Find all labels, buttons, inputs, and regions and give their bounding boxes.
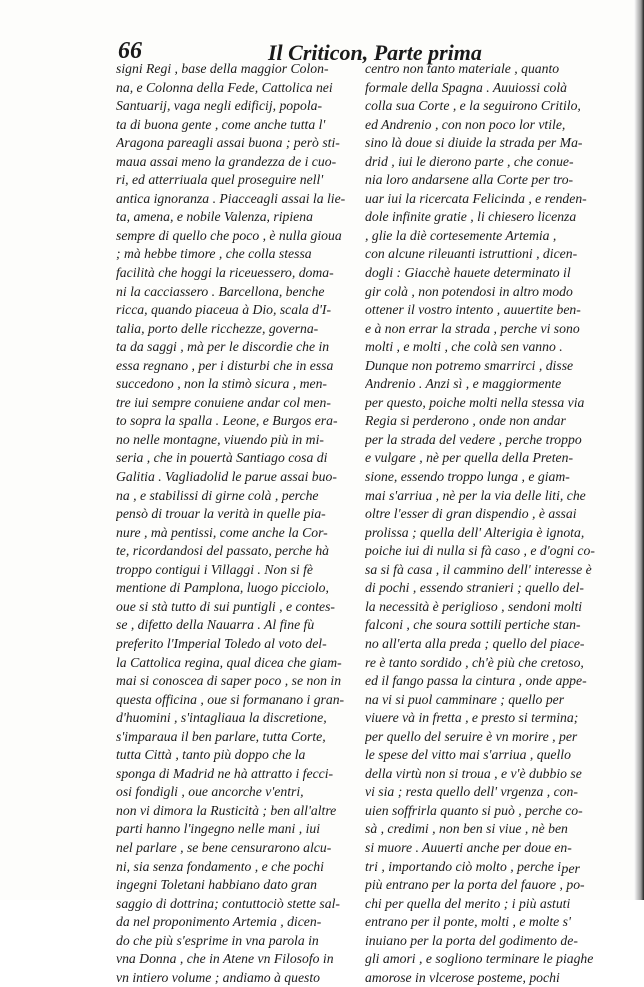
text-line: ottener il vostro intento , auuertite ben- <box>365 302 581 318</box>
text-line: mai s'arriua , nè per la via delle liti, che <box>365 487 586 503</box>
text-line: mai si conoscea di saper poco , se non in <box>116 673 342 689</box>
text-line: do che più s'esprime in vna parola in <box>116 932 319 948</box>
text-line: di pochi , essendo stranieri ; quello del- <box>365 580 584 596</box>
page-number: 66 <box>118 38 142 64</box>
text-line: essa regnano , per i disturbi che in essa <box>116 357 334 373</box>
text-line: ed Andrenio , con non poco lor vtile, <box>365 116 566 132</box>
text-line: per quello del seruire è vn morire , per <box>365 728 578 744</box>
text-line: molti , e molti , che colà sen vanno . <box>365 339 563 355</box>
text-line: prolissa ; quella dell' Alterigia è ignota, <box>365 524 585 540</box>
text-line: te, ricordandosi del passato, perche hà <box>116 543 330 559</box>
text-line: preferito l'Imperial Toledo al voto del- <box>116 635 327 651</box>
text-line: na vi si puol camminare ; quello per <box>365 691 565 707</box>
text-line: uien soffrirla quanto si può , perche co- <box>365 802 583 818</box>
text-line: dole infinite gratie , li chiesero licenza <box>365 209 577 225</box>
text-line: tri , importando ciò molto , perche i <box>365 858 562 874</box>
text-line: ; mà hebbe timore , che colla stessa <box>116 246 312 262</box>
text-line: ingegni Toletani habbiano dato gran <box>116 877 318 893</box>
catchword: per <box>561 862 580 877</box>
text-line: pensò di trouar la verità in quelle pia- <box>116 506 326 522</box>
text-line: no all'erta alla preda ; quello del piace- <box>365 635 585 651</box>
binding-edge <box>634 0 644 900</box>
text-line: le spese del vitto mai s'arriua , quello <box>365 747 571 763</box>
text-line: se , difetto della Nauarra . Al fine fù <box>116 617 315 633</box>
text-line: osi fondigli , oue ancorche v'entri, <box>116 784 304 800</box>
text-line: parti hanno l'ingegno nelle mani , iui <box>116 821 321 837</box>
text-line: mentione di Pamplona, luogo picciolo, <box>116 580 329 596</box>
text-line: viuere và in fretta , e presto si termina; <box>365 710 579 726</box>
text-line: per questo, poiche molti nella stessa via <box>365 394 585 410</box>
text-line: e à non errar la strada , perche vi sono <box>365 320 580 336</box>
text-line: na, e Colonna della Fede, Cattolica nei <box>116 79 333 95</box>
text-line: falconi , che soura sottili pertiche stan- <box>365 617 581 633</box>
running-title: Il Criticon, Parte prima <box>268 40 482 65</box>
text-line: vna Donna , che in Atene vn Filosofo in <box>116 951 334 967</box>
text-line: per la strada del vedere , perche troppo <box>365 431 582 447</box>
text-line: Aragona pareagli assai buona ; però sti- <box>116 135 340 151</box>
text-line: succedono , non la stimò sicura , men- <box>116 376 327 392</box>
text-line: maua assai meno la grandezza de i cuo- <box>116 153 337 169</box>
text-line: troppo contigui i Villaggi . Non si fè <box>116 561 313 577</box>
text-line: nia loro andarsene alla Corte per tro- <box>365 172 574 188</box>
text-line: oue si stà tutto di sui puntigli , e contes- <box>116 598 335 614</box>
text-line: vi sia ; resta quello dell' vrgenza , con- <box>365 784 578 800</box>
text-line: sà , credimi , non ben si viue , nè ben <box>365 821 568 837</box>
text-line: vn intiero volume ; andiamo à questo <box>116 969 321 985</box>
text-line: nure , mà pentissi, come anche la Cor- <box>116 524 328 540</box>
text-line: dogli : Giacchè hauete determinato il <box>365 265 571 281</box>
text-line: ta, amena, e nobile Valenza, ripiena <box>116 209 313 225</box>
text-line: la Cattolica regina, qual dicea che giam- <box>116 654 342 670</box>
text-line: la necessità è periglioso , sendoni molti <box>365 598 583 614</box>
text-line: ni la cacciassero . Barcellona, benche <box>116 283 325 299</box>
text-line: facilità che hoggi la riceuessero, doma- <box>116 265 334 281</box>
left-text-column <box>116 60 348 987</box>
text-line: nel parlare , se bene censurarono alcu- <box>116 839 332 855</box>
text-line: ed il fango passa la cintura , onde appe- <box>365 673 587 689</box>
text-line: sino là doue si diuide la strada per Ma- <box>365 135 583 151</box>
text-line: antica ignoranza . Piacceagli assai la lie- <box>116 190 346 206</box>
text-line: ni, sia senza fondamento , e che pochi <box>116 858 324 874</box>
text-line: gli amori , e sogliono terminare le piaghe <box>365 951 594 967</box>
right-text-column <box>365 60 595 987</box>
text-line: chi per quella del merito ; i più astuti <box>365 895 571 911</box>
text-line: gir colà , non potendosi in altro modo <box>365 283 573 299</box>
text-line: con alcune rileuanti istruttioni , dicen- <box>365 246 578 262</box>
text-line: inuiano per la porta del godimento de- <box>365 932 578 948</box>
text-line: non vi dimora la Rusticità ; ben all'altre <box>116 802 337 818</box>
text-line: tutta Città , tanto più doppo che la <box>116 747 306 763</box>
text-line: e vulgare , nè per quella della Preten- <box>365 450 574 466</box>
text-line: entrano per il ponte, molti , e molte s' <box>365 914 571 930</box>
text-line: Andrenio . Anzi sì , e maggiormente <box>365 376 562 392</box>
text-line: re è tanto sordido , ch'è più che cretoso, <box>365 654 584 670</box>
text-line: si muore . Auuerti anche per doue en- <box>365 839 572 855</box>
text-line: Dunque non potremo smarrirci , disse <box>365 357 574 373</box>
text-line: tre iui sempre conuiene andar col men- <box>116 394 331 410</box>
text-line: amorose in vlcerose posteme, pochi <box>365 969 560 985</box>
text-line: sponga di Madrid ne hà attratto i fecci- <box>116 765 334 781</box>
text-line: , glie la diè cortesemente Artemia , <box>365 227 557 243</box>
text-line: d'huomini , s'intagliaua la discretione, <box>116 710 327 726</box>
text-line: Santuarij, vaga negli edificij, popola- <box>116 98 323 114</box>
text-line: signi Regi , base della maggior Colon- <box>116 61 329 76</box>
text-line: questa officina , oue si formanano i gran- <box>116 691 345 707</box>
text-line: Galitia . Vagliadolid le parue assai buo- <box>116 469 337 485</box>
text-line: centro non tanto materiale , quanto <box>365 61 560 76</box>
text-line: s'imparaua il ben parlare, tutta Corte, <box>116 728 326 744</box>
text-line: da nel proponimento Artemia , dicen- <box>116 914 322 930</box>
text-line: saggio di dottrina; contuttociò stette sal- <box>116 895 340 911</box>
text-line: della virtù non si troua , e v'è dubbio se <box>365 765 582 781</box>
text-line: na , e stabilissi di girne colà , perche <box>116 487 319 503</box>
text-line: più entrano per la porta del fauore , po- <box>365 877 585 893</box>
text-line: no nelle montagne, viuendo più in mi- <box>116 431 324 447</box>
text-line: sempre di quello che poco , è nulla gioua <box>116 227 342 243</box>
text-line: formale della Spagna . Auuiossi colà <box>365 79 568 95</box>
text-line: uar iui la ricercata Felicinda , e renden- <box>365 190 587 206</box>
text-line: seria , che in pouertà Santiago cosa di <box>116 450 328 466</box>
text-line: poiche iui di nulla si fà caso , e d'ogni co- <box>365 543 595 559</box>
text-line: drid , iui le dierono parte , che conue- <box>365 153 574 169</box>
text-line: oltre l'esser di gran dispendio , è assai <box>365 506 577 522</box>
text-line: ricca, quando piaceua à Dio, scala d'I- <box>116 302 332 318</box>
text-line: Regia si perderono , onde non andar <box>365 413 566 429</box>
text-line: to sopra la spalla . Leone, e Burgos era- <box>116 413 338 429</box>
text-line: talia, porto delle ricchezze, governa- <box>116 320 319 336</box>
text-line: ta da saggi , mà per le discordie che in <box>116 339 330 355</box>
text-line: ri, ed atterriuala quel proseguire nell' <box>116 172 324 188</box>
text-line: colla sua Corte , e la seguirono Critilo, <box>365 98 581 114</box>
text-line: sione, essendo troppo lunga , e giam- <box>365 469 570 485</box>
text-line: ta di buona gente , come anche tutta l' <box>116 116 326 132</box>
text-line: sa si fà casa , il cammino dell' interesse è <box>365 561 592 577</box>
